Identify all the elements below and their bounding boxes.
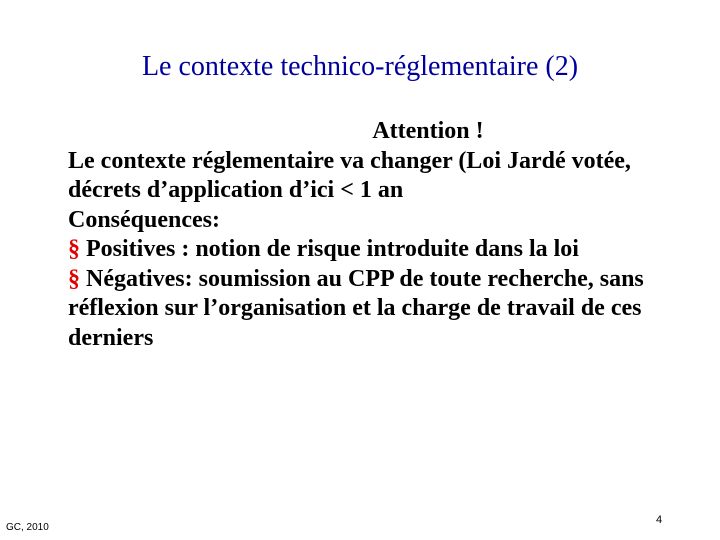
- bullet-marker: §: [68, 236, 80, 262]
- bullet-negatives-text: Négatives: soumission au CPP de toute recherche, sans réflexion sur l’organisation et la charge de travail de ces derniers: [68, 265, 644, 351]
- bullet-negatives: [68, 265, 668, 354]
- footer-author-year: GC, 2010: [6, 522, 49, 533]
- bullet-positives: [68, 235, 668, 265]
- attention-text: Attention !: [372, 118, 484, 144]
- body-line-context: Le contexte réglementaire va changer (Loi Jardé votée, décrets d’application d’ici < 1 an: [68, 147, 631, 203]
- slide-title: Le contexte technico-réglementaire (2): [141, 51, 579, 82]
- body-line-consequences: Conséquences:: [68, 206, 221, 233]
- bullet-positives-text: Positives : notion de risque introduite dans la loi: [86, 236, 579, 262]
- slide-body: [68, 117, 668, 353]
- bullet-marker: §: [68, 265, 80, 292]
- page-number: 4: [656, 514, 663, 526]
